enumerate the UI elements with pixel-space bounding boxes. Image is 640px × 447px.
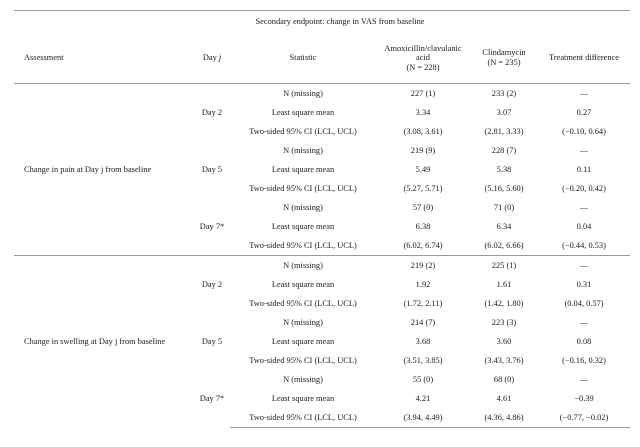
header-treatment-difference: Treatment difference (538, 33, 630, 84)
day-label: Day 7* (199, 221, 225, 231)
value-clin: (4.36, 4.86) (470, 408, 538, 428)
value-diff: — (579, 88, 589, 98)
header-day (194, 33, 230, 84)
header-day-var: j (218, 53, 222, 63)
stat-label: N (missing) (283, 202, 323, 212)
day-label: Day 5 (201, 164, 223, 174)
value-amox: (3.94, 4.49) (376, 408, 470, 428)
header-clin-n: (N = 235) (487, 58, 521, 67)
table-header-row (14, 33, 630, 84)
assessment-swelling: Change in swelling at Day j from baseline (14, 256, 194, 428)
value-amox: (5.27, 5.71) (403, 183, 443, 193)
stat-label: Two-sided 95% CI (LCL, UCL) (249, 240, 357, 250)
table-row (14, 256, 630, 276)
stat-label: N (missing) (230, 256, 376, 276)
day-label: Day 2 (194, 256, 230, 314)
value-clin: (5.16, 5.60) (484, 183, 524, 193)
table-title: Secondary endpoint: change in VAS from baseline (14, 11, 630, 34)
header-amox-line2: acid (416, 53, 430, 63)
stat-label: Two-sided 95% CI (LCL, UCL) (230, 408, 376, 428)
stat-label: Least square mean (271, 221, 335, 231)
value-amox: 219 (2) (376, 256, 470, 276)
header-amoxicillin (376, 33, 470, 84)
value-clin: 68 (0) (493, 374, 515, 384)
value-amox: 214 (7) (410, 317, 436, 327)
value-clin: 3.07 (496, 107, 512, 117)
value-amox: 5.49 (415, 164, 431, 174)
day-label: Day 5 (201, 336, 223, 346)
stat-label: Least square mean (271, 393, 335, 403)
header-amox-line1: Amoxicillin/clavulanic (384, 43, 462, 53)
value-amox: 219 (9) (410, 145, 436, 155)
value-clin: (2.81, 3.33) (484, 126, 524, 136)
value-diff: 0.04 (576, 221, 592, 231)
value-diff: (−0.10, 0.64) (562, 126, 606, 136)
value-amox: (6.02, 6.74) (403, 240, 443, 250)
value-diff: 0.27 (576, 107, 592, 117)
value-diff: — (538, 256, 630, 276)
value-clin: 6.34 (496, 221, 512, 231)
value-diff: 0.11 (576, 164, 592, 174)
stat-label: Two-sided 95% CI (LCL, UCL) (249, 355, 357, 365)
value-amox: 1.92 (415, 279, 431, 289)
table-row (14, 84, 630, 104)
value-diff: −0.39 (574, 393, 594, 403)
stat-label: N (missing) (283, 145, 323, 155)
header-day-prefix: Day (202, 53, 217, 63)
value-clin: 71 (0) (493, 202, 515, 212)
stat-label: N (missing) (283, 374, 323, 384)
value-diff: (−0.77, −0.02) (538, 408, 630, 428)
value-clin: 4.61 (496, 393, 512, 403)
value-amox: 227 (1) (410, 88, 436, 98)
value-diff: (0.04, 0.57) (564, 298, 604, 308)
value-clin: 223 (3) (491, 317, 517, 327)
value-amox: (1.72, 2.11) (403, 298, 443, 308)
stat-label: Least square mean (271, 107, 335, 117)
value-diff: — (579, 317, 589, 327)
value-amox: (3.08, 3.61) (403, 126, 443, 136)
value-amox: 57 (0) (412, 202, 434, 212)
value-clin: 5.38 (496, 164, 512, 174)
stat-label: Two-sided 95% CI (LCL, UCL) (249, 298, 357, 308)
stat-label: Least square mean (271, 164, 335, 174)
stat-label: Least square mean (271, 279, 335, 289)
day-label: Day 2 (201, 107, 223, 117)
header-clindamycin (470, 33, 538, 84)
value-clin: 1.61 (496, 279, 512, 289)
value-diff: (−0.44, 0.53) (562, 240, 606, 250)
stat-label: Two-sided 95% CI (LCL, UCL) (249, 126, 357, 136)
value-diff: 0.08 (576, 336, 592, 346)
value-amox: 3.68 (415, 336, 431, 346)
value-clin: 228 (7) (491, 145, 517, 155)
value-clin: (6.02, 6.66) (484, 240, 524, 250)
assessment-pain: Change in pain at Day j from baseline (24, 164, 152, 174)
value-amox: 6.38 (415, 221, 431, 231)
value-amox: 3.34 (415, 107, 431, 117)
value-diff: (−0.16, 0.32) (562, 355, 606, 365)
header-assessment: Assessment (14, 33, 194, 84)
value-amox: 4.21 (415, 393, 431, 403)
value-diff: — (579, 202, 589, 212)
vas-results-table (14, 10, 630, 428)
value-amox: 55 (0) (412, 374, 434, 384)
stat-label: Two-sided 95% CI (LCL, UCL) (249, 183, 357, 193)
stat-label: N (missing) (283, 317, 323, 327)
value-clin: (3.43, 3.76) (484, 355, 524, 365)
stat-label: N (missing) (283, 88, 323, 98)
value-clin: 233 (2) (491, 88, 517, 98)
value-diff: 0.31 (576, 279, 592, 289)
value-diff: (−0.20, 0.42) (562, 183, 606, 193)
day-label: Day 7* (199, 393, 225, 403)
value-clin: (1.42, 1.80) (484, 298, 524, 308)
value-clin: 225 (1) (470, 256, 538, 276)
header-clin-line1: Clindamycin (482, 48, 526, 58)
stat-label: Least square mean (271, 336, 335, 346)
value-amox: (3.51, 3.85) (403, 355, 443, 365)
header-amox-n: (N = 228) (406, 62, 440, 72)
value-diff: — (579, 145, 589, 155)
value-diff: — (579, 374, 589, 384)
table-title-row (14, 11, 630, 34)
header-statistic: Statistic (230, 33, 376, 84)
value-clin: 3.60 (496, 336, 512, 346)
